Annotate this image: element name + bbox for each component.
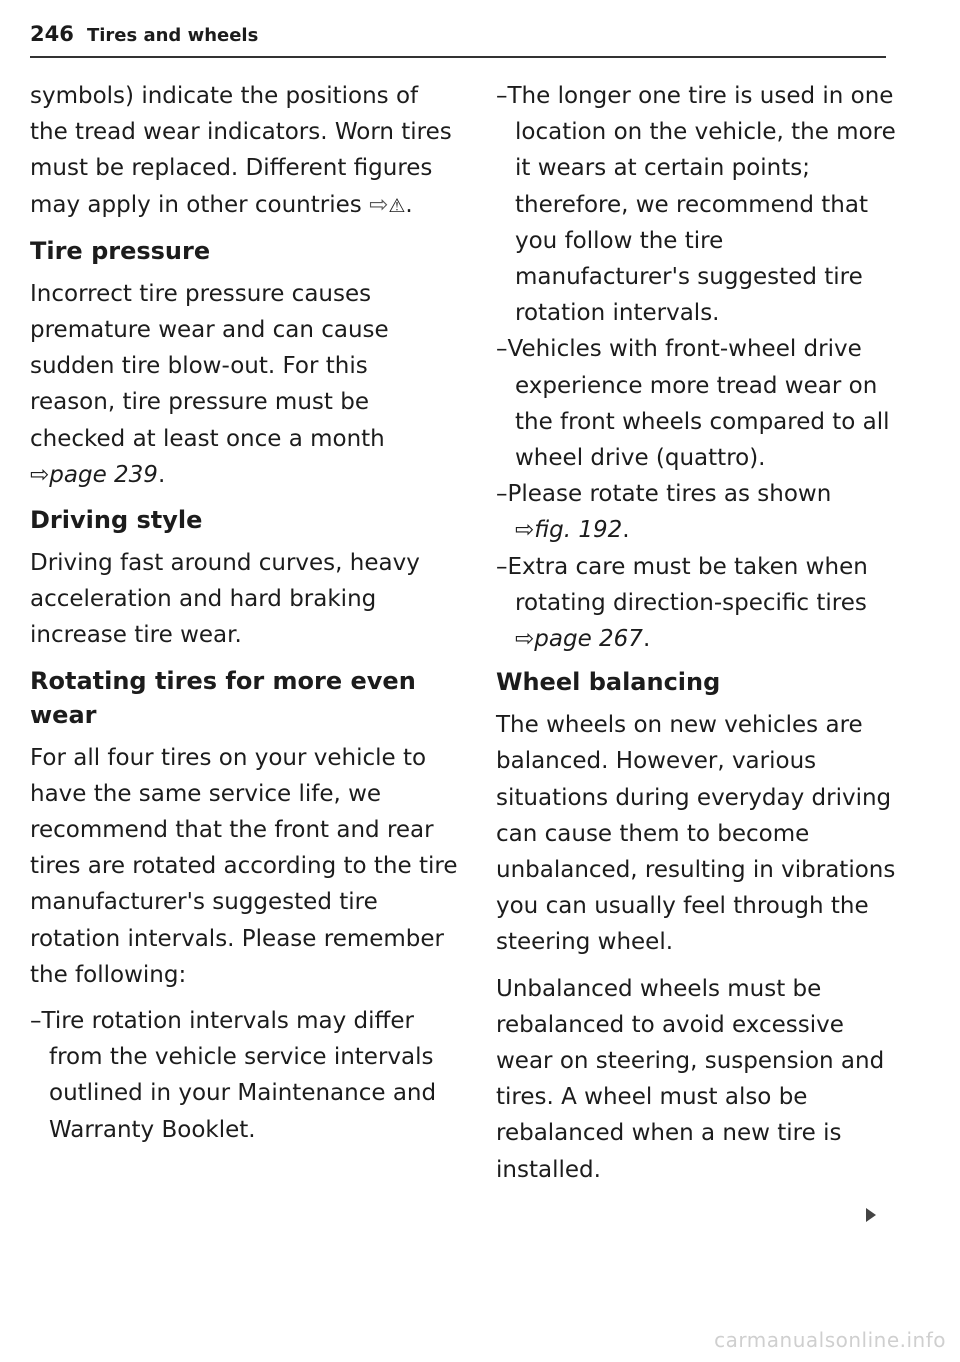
continue-arrow-icon bbox=[866, 1208, 876, 1222]
pressure-end: . bbox=[157, 461, 166, 488]
pressure-text: Incorrect tire pressure causes premature wear and can cause sudden tire blow-out. For this reason, tire pressure must be checked at least once a month bbox=[30, 280, 389, 452]
right-column bbox=[496, 78, 896, 1198]
balancing-paragraph-2: Unbalanced wheels must be rebalanced to avoid excessive wear on steering, suspension and tires. A wheel must also be rebalanced when a new tire is installed. bbox=[496, 975, 885, 1183]
list-item-front-wheel-drive: –Vehicles with front-wheel drive experience more tread wear on the front wheels compared to all wheel drive (quattro). bbox=[496, 336, 890, 472]
page-239-link[interactable]: ⇨page 239 bbox=[30, 461, 158, 488]
list-item-location-wear: –The longer one tire is used in one location on the vehicle, the more it wears at certain points; therefore, we recommend that you follow the tire manufacturer's suggested tire rotation intervals. bbox=[496, 83, 896, 327]
heading-driving-style: Driving style bbox=[30, 506, 203, 535]
warning-icon: ⚠ bbox=[388, 194, 406, 217]
list-item-rotate-as-shown bbox=[496, 476, 896, 548]
heading-rotating-tires: Rotating tires for more even wear bbox=[30, 666, 416, 729]
left-column bbox=[30, 78, 460, 1148]
intro-paragraph bbox=[30, 78, 460, 224]
direction-end: . bbox=[642, 626, 651, 653]
list-item-rotation-intervals: –Tire rotation intervals may differ from the vehicle service intervals outlined in your Maintenance and Warranty Booklet. bbox=[30, 1008, 437, 1143]
rotate-end: . bbox=[622, 517, 630, 544]
heading-tire-pressure: Tire pressure bbox=[30, 236, 211, 265]
page-number: 246 bbox=[30, 22, 74, 46]
direction-text: –Extra care must be taken when rotating direction-specific tires bbox=[496, 553, 868, 616]
page-header bbox=[30, 22, 886, 58]
balancing-paragraph-1: The wheels on new vehicles are balanced. However, various situations during everyday driving can cause them to become unbalanced, resulting in vibrations you can usually feel through the steering wheel. bbox=[496, 712, 896, 956]
pressure-paragraph bbox=[30, 276, 460, 493]
section-title: Tires and wheels bbox=[86, 25, 259, 46]
page-267-link[interactable]: ⇨page 267 bbox=[515, 626, 643, 653]
rotate-text: –Please rotate tires as shown bbox=[496, 481, 832, 508]
watermark: carmanualsonline.info bbox=[714, 1328, 946, 1352]
heading-wheel-balancing: Wheel balancing bbox=[496, 668, 721, 697]
ref-arrow-icon[interactable]: ⇨ bbox=[369, 191, 389, 218]
intro-text: symbols) indicate the positions of the tread wear indicators. Worn tires must be replaced. Different figures may apply in other countries bbox=[30, 83, 452, 218]
style-paragraph: Driving fast around curves, heavy acceleration and hard braking increase tire wear. bbox=[30, 550, 420, 649]
intro-end: . bbox=[405, 191, 413, 218]
list-item-direction-specific bbox=[496, 549, 896, 658]
fig-192-link[interactable]: ⇨fig. 192 bbox=[515, 517, 623, 544]
rotating-paragraph: For all four tires on your vehicle to have the same service life, we recommend that the front and rear tires are rotated according to the tire manufacturer's suggested tire rotation intervals. Please remember the following: bbox=[30, 744, 458, 988]
